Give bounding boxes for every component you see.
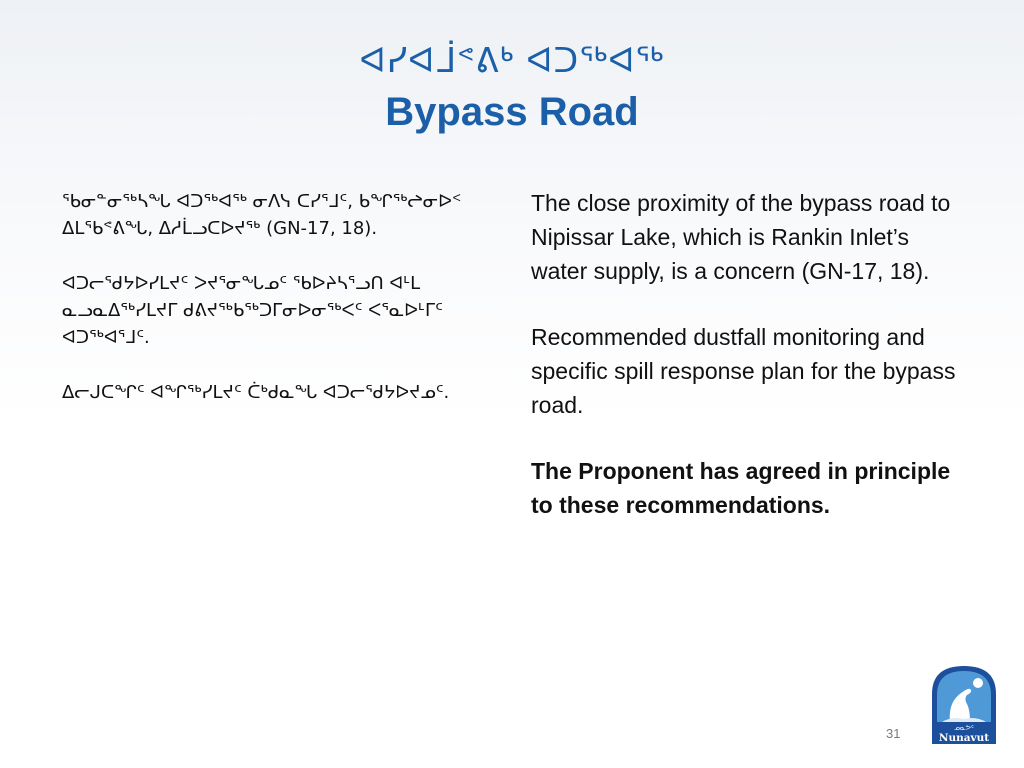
logo-syllabics: ᓄᓇᕗᑦ [953,724,975,732]
syllabics-column [62,188,502,434]
slide-title [0,38,1024,136]
syllabics-paragraph-1: ᖃᓂᓐᓂᖅᓴᖓ ᐊᑐᖅᐊᖅ ᓂᐱᓭ ᑕᓯᕐᒧᑦ, ᑲᖏᖅᖠᓂᐅᑉ ᐃᒪᖃᕝᕕᖓ, ᐃᓱᒫᓗᑕᐅᔪᖅ (GN-17, 18). [62,191,462,239]
logo-wordmark: Nunavut [938,732,990,744]
nunavut-logo-icon [930,664,998,746]
syllabics-paragraph-3: ᐃᓕᒍᑕᖏᑦ ᐊᖏᖅᓯᒪᔪᑦ ᑖᒃᑯᓇᖓ ᐊᑐᓕᖁᔭᐅᔪᓄᑦ. [62,382,450,403]
syllabics-paragraph-2: ᐊᑐᓕᖁᔭᐅᓯᒪᔪᑦ ᐳᔪᕐᓂᖓᓄᑦ ᖃᐅᔨᓴᕐᓗᑎ ᐊᒻᒪ ᓇᓗᓇᐃᖅᓯᒪᔪᒥ ᑯᕕᔪᖅᑲᖅᑐᒥᓂᐅᓂᖅᐸᑦ ᐸᕐᓇᐅᒻᒥᑦ ᐊᑐᖅᐊᕐᒧᑦ. [62,273,443,348]
english-paragraph-1: The close proximity of the bypass road to Nipissar Lake, which is Rankin Inlet’s water supply, is a concern (GN-17, 18). [531,190,951,284]
title-english: Bypass Road [385,90,639,134]
english-paragraph-3: The Proponent has agreed in principle to these recommendations. [531,458,951,518]
english-paragraph-2: Recommended dustfall monitoring and specific spill response plan for the bypass road. [531,324,956,418]
title-syllabics: ᐊᓯᐊᒨᕝᕕᒃ ᐊᑐᖅᐊᖅ [359,41,665,81]
english-column [531,186,971,554]
page-number: 31 [886,726,901,741]
